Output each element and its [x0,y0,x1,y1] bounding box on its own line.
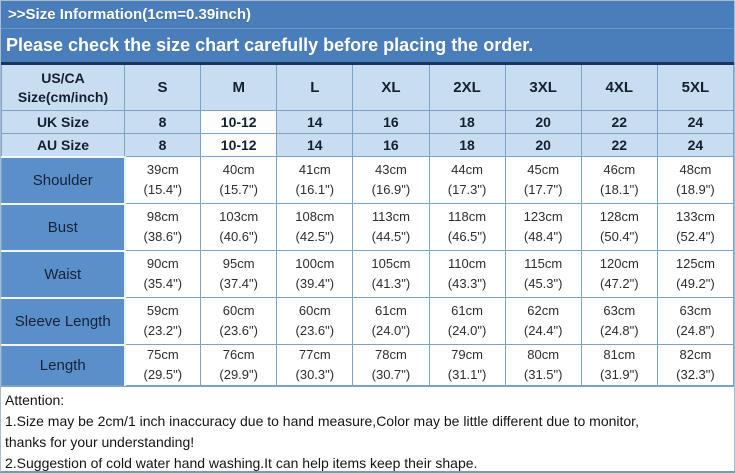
column-header-size: XL [353,64,429,111]
measurement-label: Waist [2,251,125,298]
size-value-cell: 24 [657,111,733,134]
size-value-cell: 20 [505,134,581,157]
measurement-cell: 76cm (29.9") [201,345,277,386]
size-value-cell: 14 [277,134,353,157]
size-value-cell: 24 [657,134,733,157]
uk-size-row [2,111,734,134]
measurement-cell: 103cm (40.6") [201,204,277,251]
column-header-size: 3XL [505,64,581,111]
measurement-cell: 77cm (30.3") [277,345,353,386]
measurement-cell: 120cm (47.2") [581,251,657,298]
measurement-cell: 45cm (17.7") [505,157,581,204]
au-size-row [2,134,734,157]
measurement-cell: 113cm (44.5") [353,204,429,251]
measurement-cell: 48cm (18.9") [657,157,733,204]
attention-note [1,386,734,473]
size-chart-table [1,62,734,386]
size-value-cell: 8 [125,134,201,157]
column-header-size: 2XL [429,64,505,111]
measurement-cell: 60cm (23.6") [277,298,353,345]
column-header-us-ca-size: US/CA Size(cm/inch) [2,64,125,111]
size-value-cell: 10-12 [201,111,277,134]
row-label: AU Size [2,134,125,157]
column-header-size: 4XL [581,64,657,111]
measurement-cell: 61cm (24.0") [429,298,505,345]
column-header-size: L [277,64,353,111]
measurement-cell: 108cm (42.5") [277,204,353,251]
size-value-cell: 20 [505,111,581,134]
measurement-cell: 59cm (23.2") [125,298,201,345]
attention-line: 2.Suggestion of cold water hand washing.It can help items keep their shape. [5,455,478,472]
size-value-cell: 16 [353,111,429,134]
measurement-cell: 125cm (49.2") [657,251,733,298]
size-chart-warning-banner: Please check the size chart carefully before placing the order. [1,29,734,62]
measurement-cell: 60cm (23.6") [201,298,277,345]
measurement-row [2,345,734,386]
measurement-cell: 78cm (30.7") [353,345,429,386]
size-value-cell: 18 [429,134,505,157]
size-value-cell: 10-12 [201,134,277,157]
measurement-label: Shoulder [2,157,125,204]
measurement-cell: 123cm (48.4") [505,204,581,251]
measurement-cell: 44cm (17.3") [429,157,505,204]
row-label: UK Size [2,111,125,134]
attention-line: thanks for your understanding! [5,434,195,451]
measurement-cell: 133cm (52.4") [657,204,733,251]
measurement-cell: 46cm (18.1") [581,157,657,204]
size-value-cell: 8 [125,111,201,134]
measurement-cell: 75cm (29.5") [125,345,201,386]
measurement-cell: 100cm (39.4") [277,251,353,298]
measurement-cell: 82cm (32.3") [657,345,733,386]
size-information-title: >>Size Information(1cm=0.39inch) [1,1,734,29]
measurement-cell: 40cm (15.7") [201,157,277,204]
measurement-label: Length [2,345,125,386]
size-value-cell: 18 [429,111,505,134]
measurement-cell: 110cm (43.3") [429,251,505,298]
measurement-cell: 118cm (46.5") [429,204,505,251]
column-header-size: S [125,64,201,111]
column-header-size: 5XL [657,64,733,111]
size-value-cell: 22 [581,111,657,134]
measurement-row [2,298,734,345]
measurement-cell: 80cm (31.5") [505,345,581,386]
measurement-cell: 98cm (38.6") [125,204,201,251]
measurement-row [2,251,734,298]
attention-title: Attention: [5,392,65,409]
size-value-cell: 16 [353,134,429,157]
measurement-row [2,204,734,251]
measurement-cell: 41cm (16.1") [277,157,353,204]
attention-line: 1.Size may be 2cm/1 inch inaccuracy due to hand measure,Color may be little different due to monitor, [5,413,639,430]
measurement-cell: 63cm (24.8") [581,298,657,345]
measurement-cell: 63cm (24.8") [657,298,733,345]
size-value-cell: 22 [581,134,657,157]
measurement-cell: 81cm (31.9") [581,345,657,386]
measurement-cell: 43cm (16.9") [353,157,429,204]
size-value-cell: 14 [277,111,353,134]
measurement-cell: 95cm (37.4") [201,251,277,298]
measurement-cell: 62cm (24.4") [505,298,581,345]
measurement-cell: 79cm (31.1") [429,345,505,386]
measurement-row [2,157,734,204]
measurement-cell: 39cm (15.4") [125,157,201,204]
column-header-size: M [201,64,277,111]
measurement-label: Sleeve Length [2,298,125,345]
size-table-header-row [2,64,734,111]
measurement-cell: 128cm (50.4") [581,204,657,251]
measurement-cell: 61cm (24.0") [353,298,429,345]
measurement-cell: 90cm (35.4") [125,251,201,298]
measurement-label: Bust [2,204,125,251]
measurement-cell: 115cm (45.3") [505,251,581,298]
measurement-cell: 105cm (41.3") [353,251,429,298]
